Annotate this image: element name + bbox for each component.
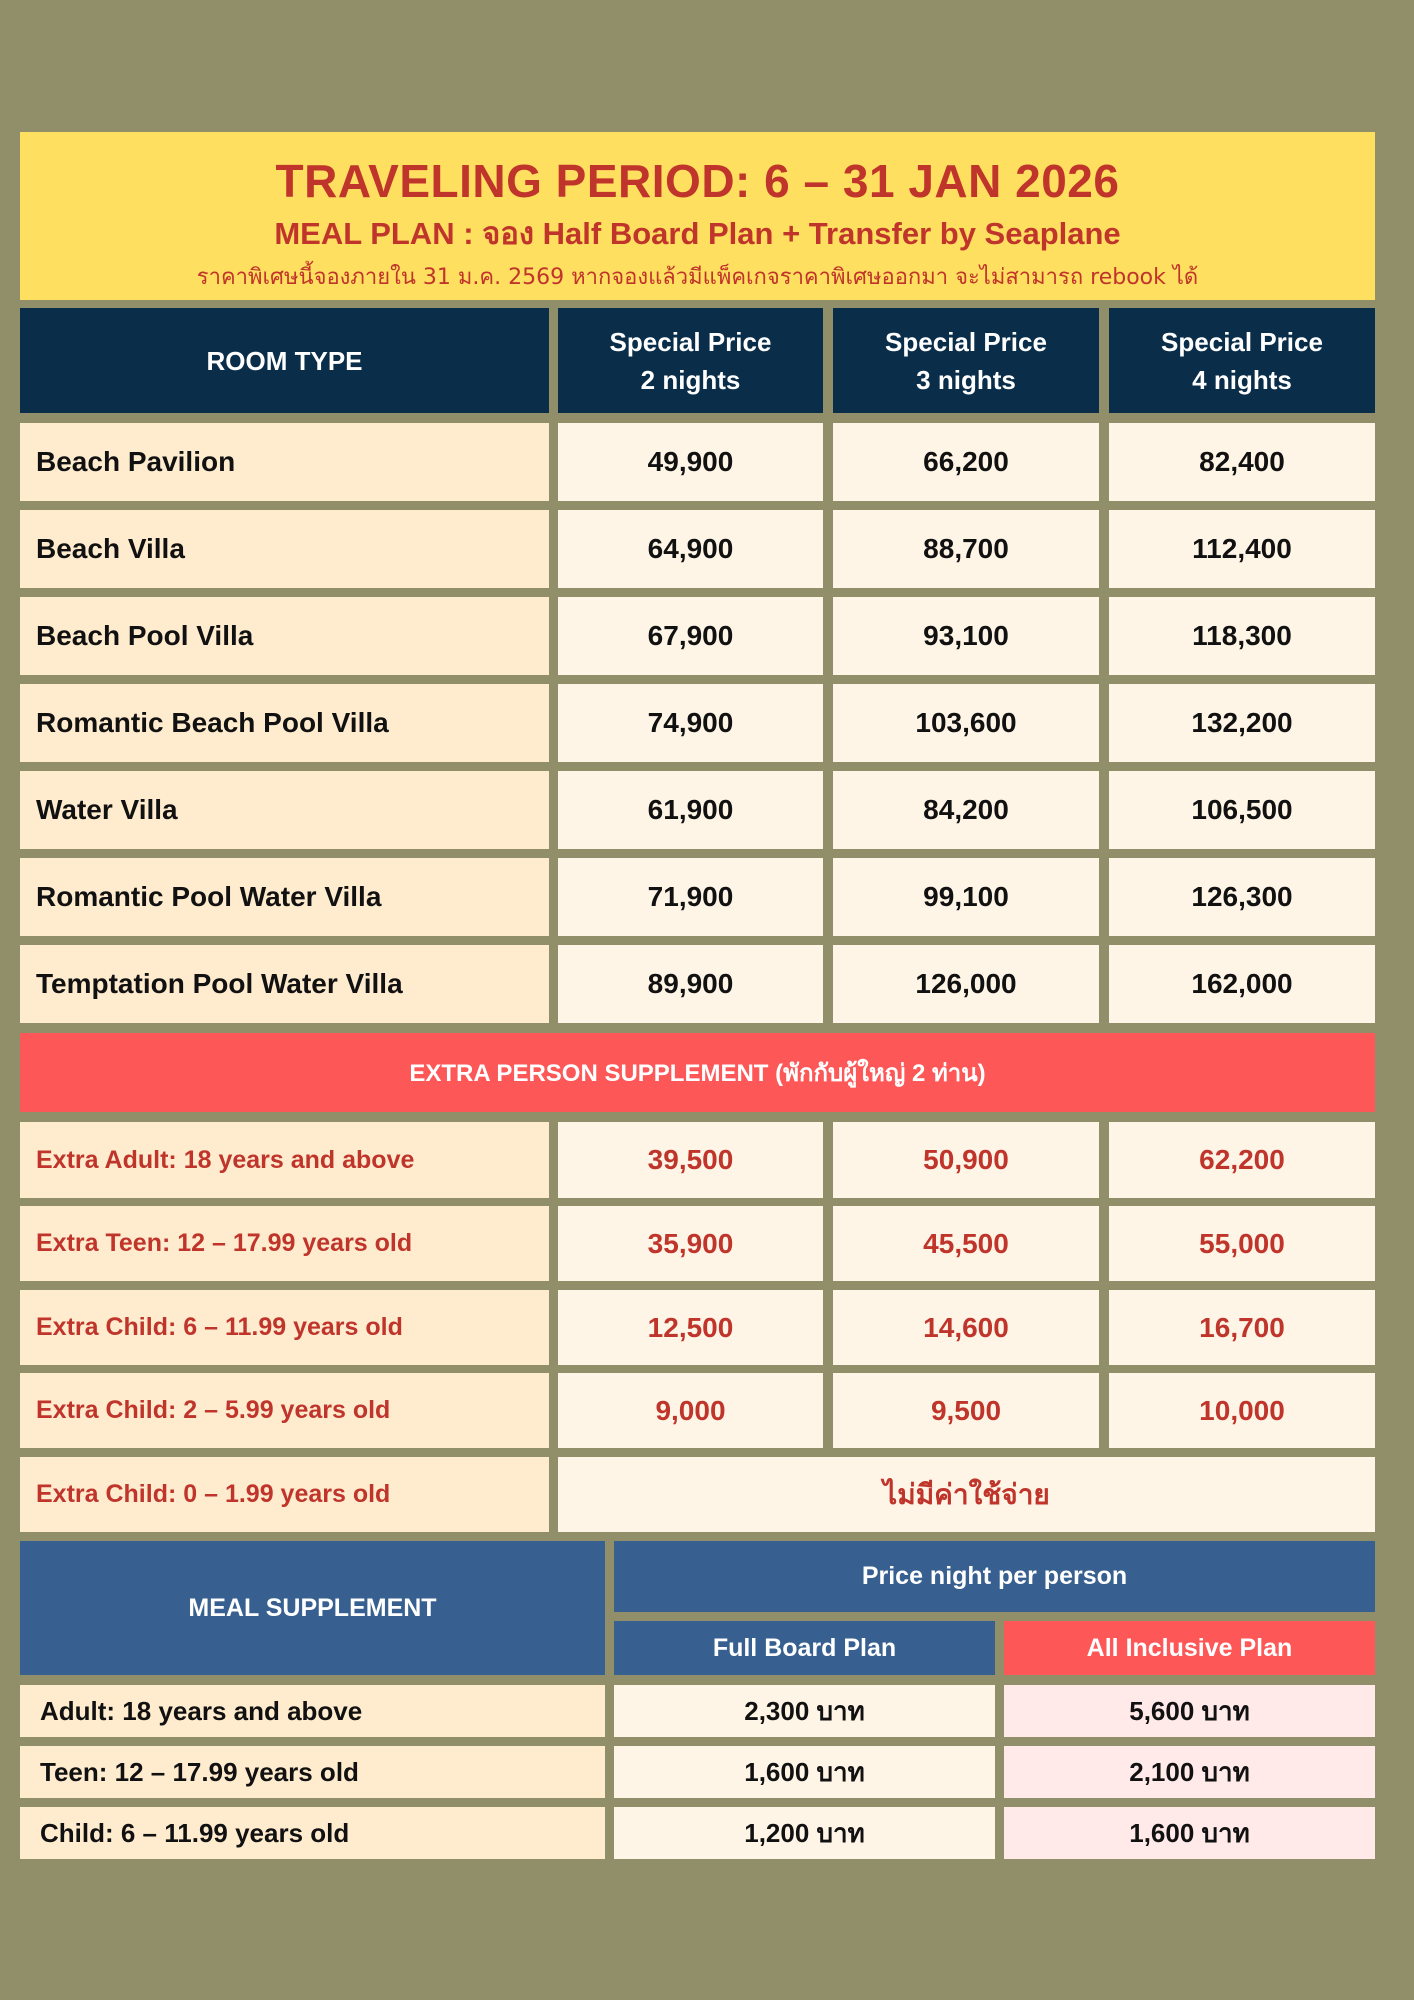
meal-supplement-heading: MEAL SUPPLEMENT [20, 1541, 605, 1675]
extra-person-label: Extra Teen: 12 – 17.99 years old [20, 1206, 549, 1281]
meal-guest-label: Teen: 12 – 17.99 years old [20, 1746, 605, 1798]
room-name: Water Villa [20, 771, 549, 849]
room-price-2n: 74,900 [558, 684, 823, 762]
room-name: Romantic Pool Water Villa [20, 858, 549, 936]
room-name: Beach Pavilion [20, 423, 549, 501]
full-board-price: 1,600 บาท [614, 1746, 995, 1798]
room-price-4n: 132,200 [1109, 684, 1375, 762]
room-price-4n: 112,400 [1109, 510, 1375, 588]
extra-price-4n: 55,000 [1109, 1206, 1375, 1281]
room-price-2n: 64,900 [558, 510, 823, 588]
price-header-4-nights [1109, 308, 1375, 413]
price-header-line2: 2 nights [640, 364, 741, 395]
extra-price-4n: 10,000 [1109, 1373, 1375, 1448]
price-header-line2: 4 nights [1192, 364, 1292, 395]
full-board-price: 2,300 บาท [614, 1685, 995, 1737]
room-name: Romantic Beach Pool Villa [20, 684, 549, 762]
price-header [20, 132, 1375, 300]
room-price-4n: 82,400 [1109, 423, 1375, 501]
room-price-4n: 162,000 [1109, 945, 1375, 1023]
free-of-charge-value: ไม่มีค่าใช้จ่าย [558, 1457, 1375, 1532]
price-header-3-nights [833, 308, 1099, 413]
meal-plan-subtitle: MEAL PLAN : จอง Half Board Plan + Transfer by Seaplane [274, 216, 1121, 251]
room-type-header: ROOM TYPE [20, 308, 549, 413]
extra-person-label: Extra Child: 2 – 5.99 years old [20, 1373, 549, 1448]
room-price-3n: 126,000 [833, 945, 1099, 1023]
room-price-2n: 71,900 [558, 858, 823, 936]
extra-price-2n: 9,000 [558, 1373, 823, 1448]
room-price-3n: 88,700 [833, 510, 1099, 588]
room-price-4n: 118,300 [1109, 597, 1375, 675]
booking-note: ราคาพิเศษนี้จองภายใน 31 ม.ค. 2569 หากจองแล้วมีแพ็คเกจราคาพิเศษออกมา จะไม่สามารถ rebook ได้ [196, 265, 1199, 290]
all-inclusive-price: 5,600 บาท [1004, 1685, 1375, 1737]
room-price-2n: 67,900 [558, 597, 823, 675]
room-price-2n: 61,900 [558, 771, 823, 849]
full-board-plan-header: Full Board Plan [614, 1621, 995, 1675]
room-name: Temptation Pool Water Villa [20, 945, 549, 1023]
room-price-3n: 93,100 [833, 597, 1099, 675]
extra-person-heading: EXTRA PERSON SUPPLEMENT (พักกับผู้ใหญ่ 2 ท่าน) [20, 1033, 1375, 1112]
full-board-price: 1,200 บาท [614, 1807, 995, 1859]
room-price-3n: 99,100 [833, 858, 1099, 936]
meal-guest-label: Adult: 18 years and above [20, 1685, 605, 1737]
extra-person-label: Extra Adult: 18 years and above [20, 1122, 549, 1198]
page-title: TRAVELING PERIOD: 6 – 31 JAN 2026 [275, 155, 1120, 207]
extra-person-label: Extra Child: 0 – 1.99 years old [20, 1457, 549, 1532]
price-header-line1: Special Price [609, 326, 772, 357]
price-header-line1: Special Price [885, 326, 1047, 357]
room-price-2n: 89,900 [558, 945, 823, 1023]
extra-price-4n: 16,700 [1109, 1290, 1375, 1365]
room-name: Beach Pool Villa [20, 597, 549, 675]
all-inclusive-plan-header: All Inclusive Plan [1004, 1621, 1375, 1675]
extra-price-3n: 45,500 [833, 1206, 1099, 1281]
extra-price-3n: 14,600 [833, 1290, 1099, 1365]
room-price-3n: 66,200 [833, 423, 1099, 501]
all-inclusive-price: 2,100 บาท [1004, 1746, 1375, 1798]
price-header-2-nights [558, 308, 823, 413]
meal-guest-label: Child: 6 – 11.99 years old [20, 1807, 605, 1859]
extra-person-label: Extra Child: 6 – 11.99 years old [20, 1290, 549, 1365]
all-inclusive-price: 1,600 บาท [1004, 1807, 1375, 1859]
extra-price-2n: 12,500 [558, 1290, 823, 1365]
price-header-line2: 3 nights [916, 364, 1016, 395]
room-price-2n: 49,900 [558, 423, 823, 501]
extra-price-3n: 9,500 [833, 1373, 1099, 1448]
price-header-line1: Special Price [1161, 326, 1323, 357]
room-price-4n: 106,500 [1109, 771, 1375, 849]
room-name: Beach Villa [20, 510, 549, 588]
room-price-4n: 126,300 [1109, 858, 1375, 936]
extra-price-2n: 39,500 [558, 1122, 823, 1198]
extra-price-4n: 62,200 [1109, 1122, 1375, 1198]
extra-price-3n: 50,900 [833, 1122, 1099, 1198]
price-per-person-heading: Price night per person [614, 1541, 1375, 1612]
extra-price-2n: 35,900 [558, 1206, 823, 1281]
room-price-3n: 84,200 [833, 771, 1099, 849]
room-price-3n: 103,600 [833, 684, 1099, 762]
